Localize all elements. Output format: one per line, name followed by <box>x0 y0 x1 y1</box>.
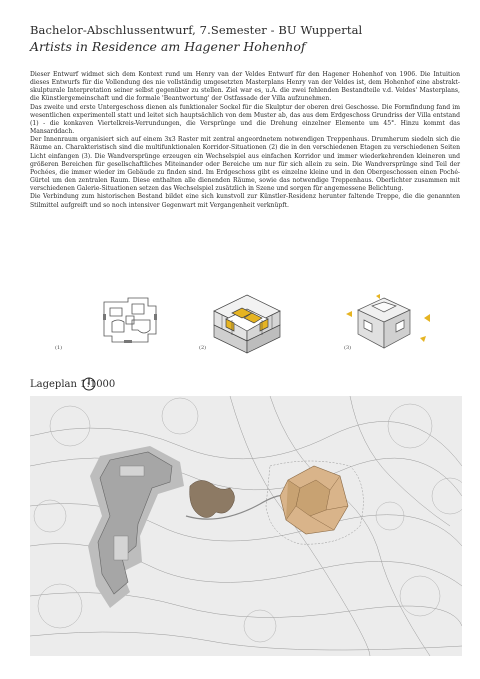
paragraph-3: Der Innenraum organisiert sich auf einem 3x3 Raster mit zentral angeordnetem notwendigen Treppenhaus. Drumherum siedeln sich die Räume an. Charakteristisch sind die multifunktionalen Korridor-Situationen (2) die in den verschiedenen Etagen zu verschiedenen Seiten Licht einfangen (3). Die Wandversprünge erzeugen ein Wechselspiel aus einfachen Korridor und immer wiederkehrenden kleineren und größeren Bereichen für gesellschaftliches Miteinander oder Bereiche um nur für sich allein zu sein. Die Wandversprünge sind Teil der Pochées, die immer wieder im Gebäude zu finden sind. Im Erdgeschoss gibt es einzelne kleine und in den Obergeschossen einen Poché-Gürtel um den zentralen Raum. Diese enthalten alle dienenden Räume, sowie das notwendige Treppenhaus. Oberlichter zusammen mit verschiedenen Galerie-Situationen setzen das Wechselspiel zusätzlich in Szene und sorgen für angemessene Belichtung. <box>30 136 460 193</box>
diagram-label-2: (2) <box>199 345 207 351</box>
project-subtitle: Artists in Residence am Hagener Hohenhof <box>30 39 306 54</box>
north-arrow-icon <box>82 377 96 391</box>
project-heading: Bachelor-Abschlussentwurf, 7.Semester - BU Wuppertal <box>30 23 363 37</box>
villa-floorplan-diagram <box>98 296 160 344</box>
diagram-label-3: (3) <box>344 345 352 351</box>
corridor-isometric-diagram <box>202 293 292 355</box>
description-text <box>30 71 460 210</box>
paragraph-4: Die Verbindung zum historischen Bestand bildet eine sich kunstvoll zur Künstler-Residenz herunter faltende Treppe, die die genannten Stilmittel aufgreift und so noch intensiver Gegenwart mit Vergangenheit verknüpft. <box>30 193 460 209</box>
paragraph-1: Dieser Entwurf widmet sich dem Kontext rund um Henry van der Veldes Entwurf für den Hagener Hohenhof von 1906. Die Intuition dieses Entwurfs für die Vollendung des nie vollständig umgesetzten Masterplans Henry van der Veldes ist, dem Hohenhof eine abstrakt-skulpturale Interpretation seiner selbst gegenüber zu stellen. Ziel war es, u.A. die zwei fehlenden Bestandteile v.d. Veldes' Masterplans, die Künstlergemeinschaft und die formale 'Beantwortung' der Ostfassade der Villa aufzunehmen. <box>30 71 460 103</box>
site-plan-map <box>30 396 462 656</box>
diagram-label-1: (1) <box>55 345 63 351</box>
siteplan-title: Lageplan 1:1000 <box>30 379 116 390</box>
lighting-diagram <box>344 294 434 354</box>
paragraph-2: Das zweite und erste Untergeschoss dienen als funktionaler Sockel für die Skulptur der oberen drei Geschosse. Die Formfindung fand im wesentlichen experimentell statt und leitet sich hauptsächlich von dem Muster ab, das aus dem Erdgeschoss Grundriss der Villa entstand (1) - die konkaven Viertelkreis-Verrundungen, die Versprünge und die Drehung einzelner Elemente um 45°. Hinzu kommt das Mansarddach. <box>30 103 460 136</box>
